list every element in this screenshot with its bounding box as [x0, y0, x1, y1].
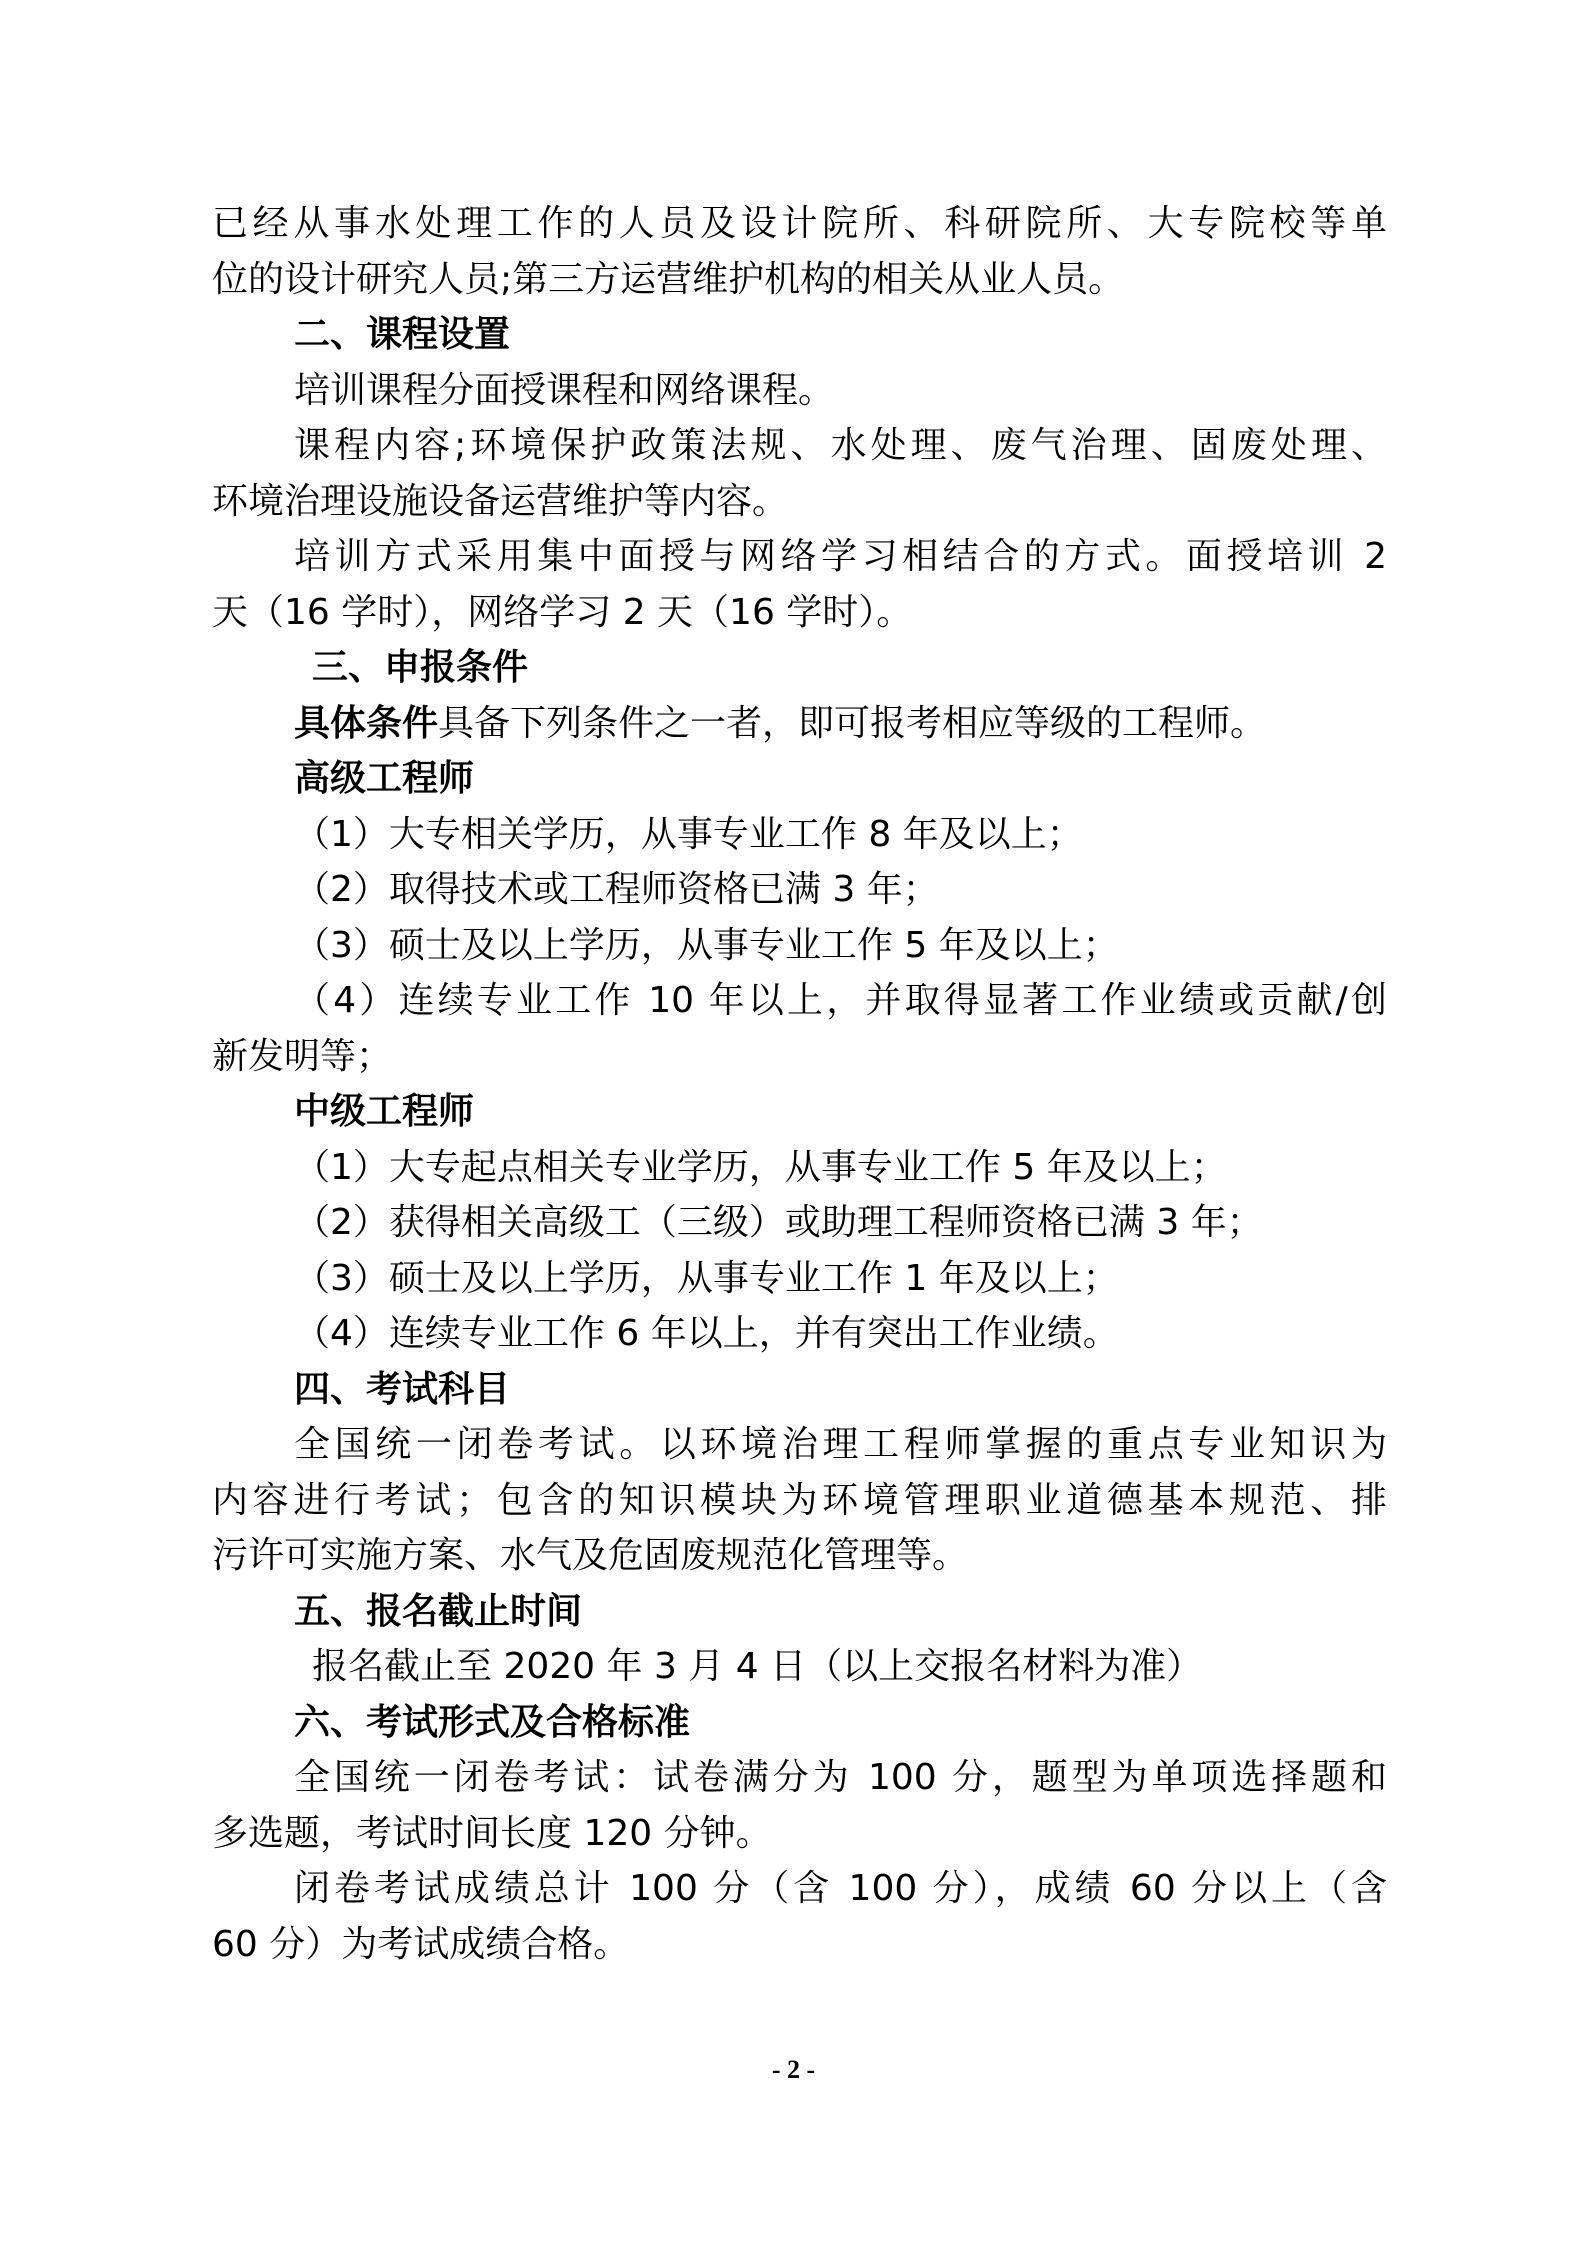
page-number: - 2 -	[771, 2055, 816, 2084]
list-item-intermediate: （1）大专起点相关专业学历，从事专业工作 5 年及以上；	[294, 1146, 1227, 1188]
intro-text-line: 位的设计研究人员;第三方运营维护机构的相关从业人员。	[212, 258, 1125, 300]
list-item-senior: （1）大专相关学历，从事专业工作 8 年及以上；	[294, 813, 1083, 855]
intro-text-line: 已经从事水处理工作的人员及设计院所、科研院所、大专院校等单	[212, 203, 1387, 244]
requirements-intro-rest: 具备下列条件之一者，即可报考相应等级的工程师。	[438, 702, 1267, 744]
paragraph-requirements-intro	[212, 696, 1387, 752]
section-heading-deadline: 五、报名截止时间	[294, 1590, 583, 1632]
paragraph-course-types: 培训课程分面授课程和网络课程。	[294, 369, 835, 411]
list-item-senior: （2）取得技术或工程师资格已满 3 年；	[294, 869, 939, 910]
section-heading-exam-subjects: 四、考试科目	[294, 1368, 511, 1410]
paragraph-deadline: 报名截止至 2020 年 3 月 4 日（以上交报名材料为准）	[312, 1646, 1203, 1687]
paragraph-course-content-cont: 环境治理设施设备运营维护等内容。	[212, 480, 789, 522]
paragraph-training-method-cont: 天（16 学时），网络学习 2 天（16 学时）。	[212, 591, 913, 633]
paragraph-course-content: 课程内容;环境保护政策法规、水处理、废气治理、固废处理、	[294, 425, 1387, 466]
list-item-intermediate: （4）连续专业工作 6 年以上，并有突出工作业绩。	[294, 1313, 1119, 1354]
list-item-intermediate: （2）获得相关高级工（三级）或助理工程师资格已满 3 年；	[294, 1202, 1263, 1243]
paragraph-training-method: 培训方式采用集中面授与网络学习相结合的方式。面授培训 2	[294, 536, 1387, 577]
paragraph-exam-format-cont: 多选题，考试时间长度 120 分钟。	[212, 1812, 772, 1854]
list-item-senior: （3）硕士及以上学历，从事专业工作 5 年及以上；	[294, 924, 1119, 966]
list-item-senior-cont: 新发明等；	[212, 1035, 393, 1077]
paragraph-exam-subjects-cont: 内容进行考试；包含的知识模块为环境管理职业道德基本规范、排	[212, 1479, 1387, 1521]
paragraph-exam-subjects-cont: 污许可实施方案、水气及危固废规范化管理等。	[212, 1535, 969, 1576]
list-item-senior: （4）连续专业工作 10 年以上，并取得显著工作业绩或贡献/创	[294, 980, 1387, 1021]
section-heading-exam-format: 六、考试形式及合格标准	[294, 1701, 691, 1743]
list-item-intermediate: （3）硕士及以上学历，从事专业工作 1 年及以上；	[294, 1257, 1119, 1299]
section-heading-courses: 二、课程设置	[294, 314, 511, 355]
document-body	[212, 196, 1387, 1972]
paragraph-exam-subjects: 全国统一闭卷考试。以环境治理工程师掌握的重点专业知识为	[294, 1424, 1387, 1465]
paragraph-pass-standard-cont: 60 分）为考试成绩合格。	[212, 1923, 630, 1965]
paragraph-exam-format: 全国统一闭卷考试：试卷满分为 100 分，题型为单项选择题和	[294, 1757, 1387, 1798]
section-heading-requirements: 三、申报条件	[312, 647, 529, 688]
subheading-intermediate-engineer: 中级工程师	[294, 1091, 475, 1132]
paragraph-pass-standard: 闭卷考试成绩总计 100 分（含 100 分），成绩 60 分以上（含	[294, 1868, 1387, 1909]
subheading-senior-engineer: 高级工程师	[294, 758, 475, 799]
requirements-intro-bold: 具体条件	[294, 702, 439, 744]
